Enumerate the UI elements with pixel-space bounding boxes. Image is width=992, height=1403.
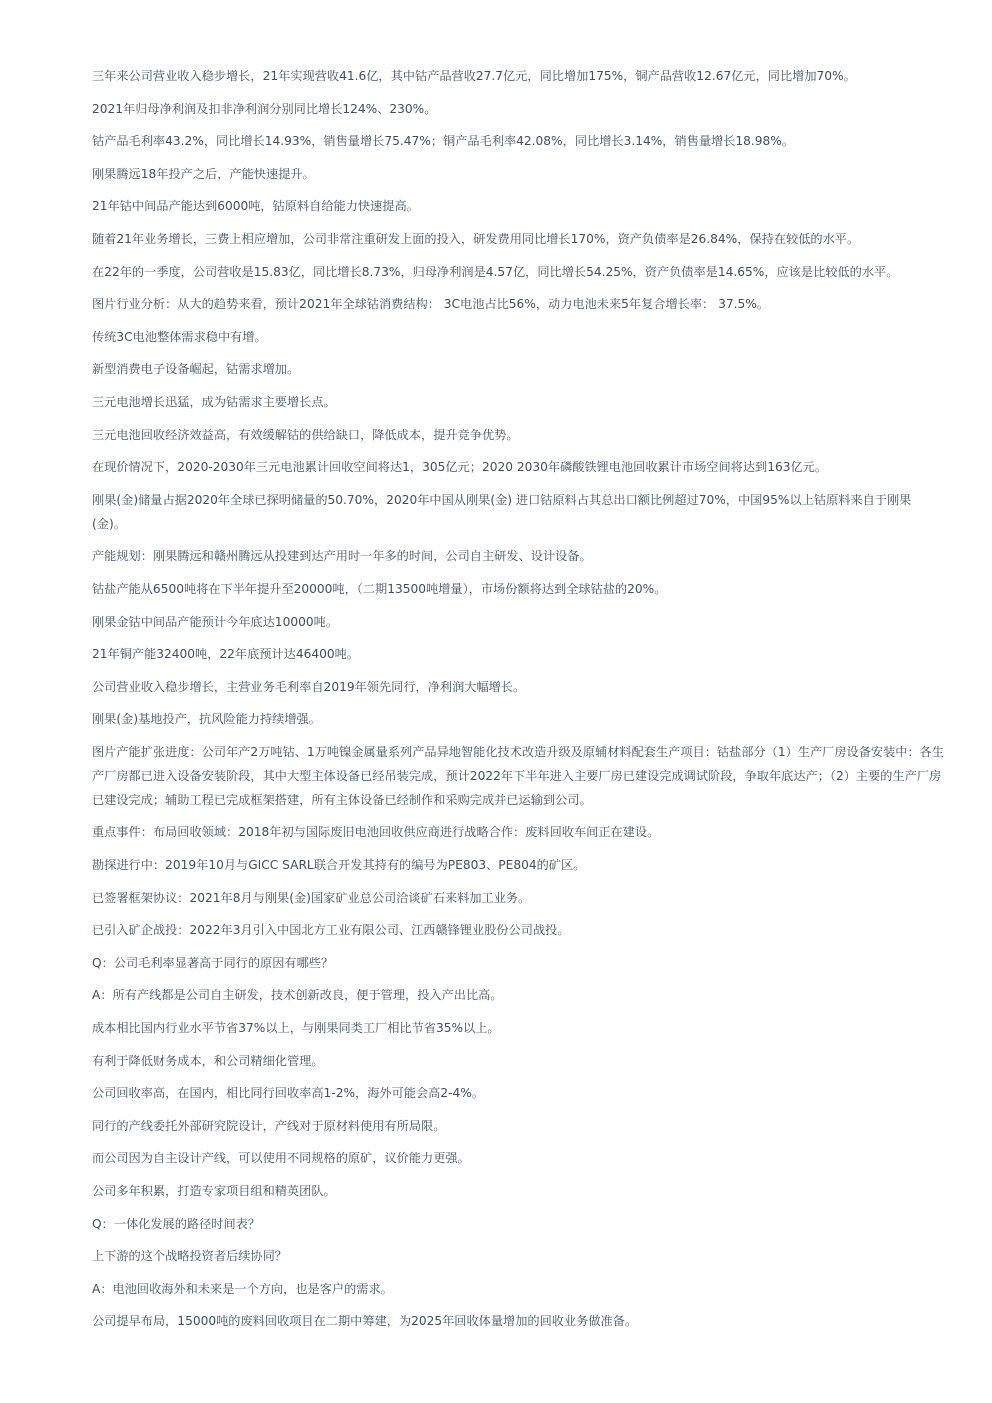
paragraph: 已引入矿企战投：2022年3月引入中国北方工业有限公司、江西赣锋锂业股份公司战投。 — [92, 923, 570, 938]
paragraph: 三元电池回收经济效益高，有效缓解钴的供给缺口，降低成本，提升竞争优势。 — [92, 427, 519, 442]
answer: A：所有产线都是公司自主研发，技术创新改良，便于管理，投入产出比高。 — [92, 988, 503, 1003]
paragraph: 在22年的一季度，公司营收是15.83亿，同比增长8.73%，归母净利润是4.57亿，同比增长54.25%，资产负债率是14.65%，应该是比较低的水平。 — [92, 264, 899, 279]
paragraph: 钴盐产能从6500吨将在下半年提升至20000吨，（二期13500吨增量），市场份额将达到全球钴盐的20%。 — [92, 581, 667, 596]
document-body — [92, 64, 944, 1342]
paragraph: 刚果(金)基地投产，抗风险能力持续增强。 — [92, 712, 321, 727]
question: 上下游的这个战略投资者后续协同？ — [92, 1249, 287, 1264]
paragraph: 21年铜产能32400吨，22年底预计达46400吨。 — [92, 647, 359, 662]
paragraph: 图片产能扩张进度：公司年产2万吨钴、1万吨镍金属量系列产品异地智能化技术改造升级及原辅材料配套生产项目：钴盐部分（1）生产厂房设备安装中：各生产厂房都已进入设备安装阶段，其中大型主体设备已经吊装完成，预计2022年下半年进入主要厂房已建设完成调试阶段，争取年底达产；（2）主要的生产厂房已建设完成；辅助工程已完成框架搭建，所有主体设备已经制作和采购完成并已运输到公司。 — [92, 744, 945, 807]
paragraph: 刚果腾远18年投产之后，产能快速提升。 — [92, 166, 315, 181]
paragraph: 钴产品毛利率43.2%，同比增长14.93%，销售量增长75.47%；铜产品毛利率42.08%，同比增长3.14%，销售量增长18.98%。 — [92, 134, 795, 149]
paragraph: 而公司因为自主设计产线，可以使用不同规格的原矿，议价能力更强。 — [92, 1151, 470, 1166]
paragraph: 重点事件：布局回收领域：2018年初与国际废旧电池回收供应商进行战略合作：废料回收车间正在建设。 — [92, 825, 660, 840]
paragraph: 在现价情况下，2020-2030年三元电池累计回收空间将达1，305亿元；2020 2030年磷酸铁锂电池回收累计市场空间将达到163亿元。 — [92, 460, 828, 475]
answer: A：电池回收海外和未来是一个方向，也是客户的需求。 — [92, 1281, 393, 1296]
paragraph: 传统3C电池整体需求稳中有增。 — [92, 329, 267, 344]
paragraph: 公司回收率高，在国内，相比同行回收率高1-2%，海外可能会高2-4%。 — [92, 1086, 485, 1101]
paragraph: 刚果金钴中间品产能预计今年底达10000吨。 — [92, 614, 338, 629]
paragraph: 随着21年业务增长，三费上相应增加，公司非常注重研发上面的投入，研发费用同比增长170%，资产负债率是26.84%，保持在较低的水平。 — [92, 231, 860, 246]
paragraph: 产能规划：刚果腾远和赣州腾远从投建到达产用时一年多的时间，公司自主研发、设计设备。 — [92, 549, 592, 564]
paragraph: 刚果(金)储量占据2020年全球已探明储量的50.70%，2020年中国从刚果(金) 进口钴原料占其总出口额比例超过70%，中国95%以上钴原料来自于刚果(金)。 — [92, 492, 912, 531]
paragraph: 有利于降低财务成本，和公司精细化管理。 — [92, 1053, 324, 1068]
paragraph: 勘探进行中：2019年10月与GICC SARL联合开发其持有的编号为PE803、PE804的矿区。 — [92, 858, 586, 873]
paragraph: 已签署框架协议：2021年8月与刚果(金)国家矿业总公司洽谈矿石来料加工业务。 — [92, 890, 531, 905]
question: Q：公司毛利率显著高于同行的原因有哪些？ — [92, 955, 334, 970]
paragraph: 图片行业分析：从大的趋势来看，预计2021年全球钴消费结构： 3C电池占比56%，动力电池未来5年复合增长率： 37.5%。 — [92, 297, 770, 312]
paragraph: 公司提早布局，15000吨的废料回收项目在二期中筹建，为2025年回收体量增加的回收业务做准备。 — [92, 1314, 638, 1329]
paragraph: 新型消费电子设备崛起，钴需求增加。 — [92, 362, 300, 377]
paragraph: 公司多年积累，打造专家项目组和精英团队。 — [92, 1184, 336, 1198]
paragraph: 21年钴中间品产能达到6000吨，钴原料自给能力快速提高。 — [92, 199, 419, 214]
paragraph: 公司营业收入稳步增长，主营业务毛利率自2019年领先同行，净利润大幅增长。 — [92, 679, 526, 694]
paragraph: 三年来公司营业收入稳步增长，21年实现营收41.6亿，其中钴产品营收27.7亿元，同比增加175%，铜产品营收12.67亿元，同比增加70%。 — [92, 69, 856, 83]
paragraph: 三元电池增长迅猛，成为钴需求主要增长点。 — [92, 394, 336, 409]
paragraph: 成本相比国内行业水平节省37%以上，与刚果同类工厂相比节省35%以上。 — [92, 1021, 500, 1036]
question: Q：一体化发展的路径时间表？ — [92, 1216, 261, 1231]
paragraph: 同行的产线委托外部研究院设计，产线对于原材料使用有所局限。 — [92, 1118, 446, 1133]
paragraph: 2021年归母净利润及扣非净利润分别同比增长124%、230%。 — [92, 101, 437, 116]
